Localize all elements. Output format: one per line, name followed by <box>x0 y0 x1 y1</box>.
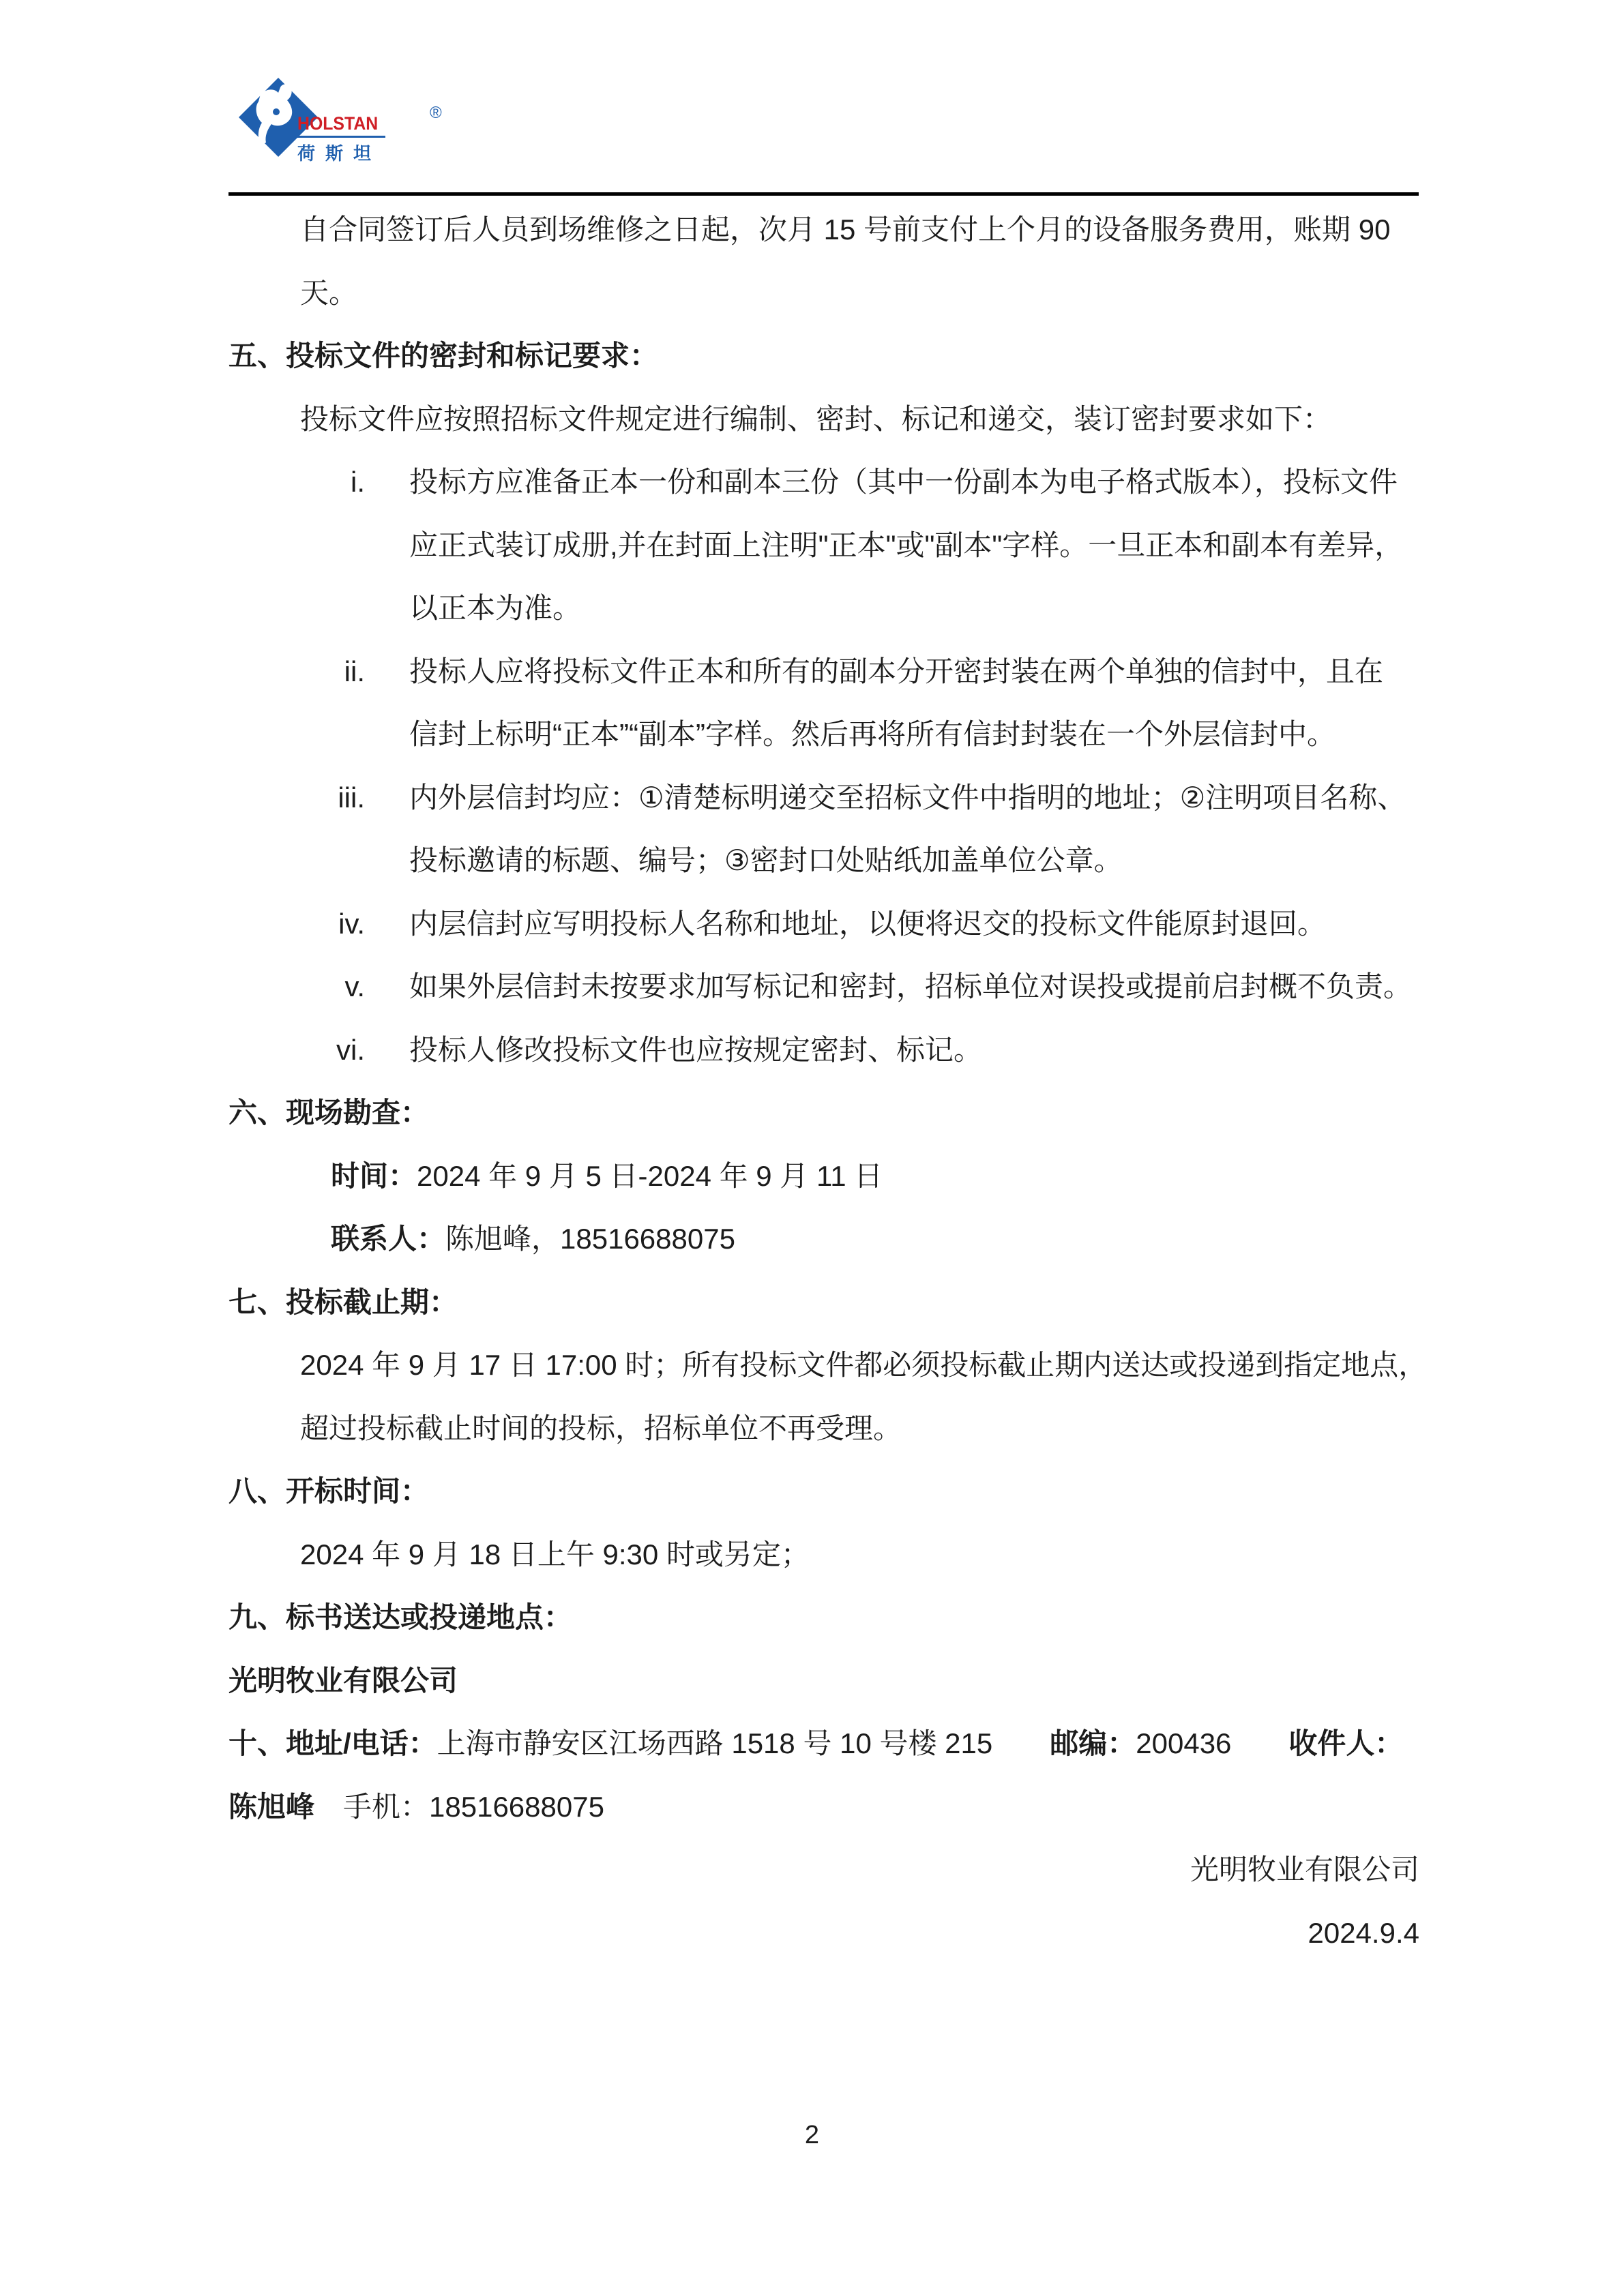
text-segment: 2024.9.4 <box>1308 1916 1419 1949</box>
text-line <box>228 703 1419 766</box>
text-segment: 投标方应准备正本一份和副本三份（其中一份副本为电子格式版本），投标文件 <box>409 466 1398 498</box>
text-segment: 投标人应将投标文件正本和所有的副本分开密封装在两个单独的信封中，且在 <box>409 655 1384 687</box>
text-line <box>228 1523 1419 1587</box>
text-segment: 邮编： <box>1050 1727 1136 1759</box>
text-segment: 超过投标截止时间的投标，招标单位不再受理。 <box>300 1412 902 1444</box>
text-segment: 光明牧业有限公司 <box>228 1664 458 1697</box>
text-line <box>228 262 1419 325</box>
text-segment: 上海市静安区江场西路 1518 号 10 号楼 215 <box>437 1727 1050 1759</box>
text-line <box>228 451 1419 514</box>
text-segment: 2024 年 9 月 18 日上午 9:30 时或另定； <box>300 1538 810 1570</box>
text-line <box>228 1397 1419 1461</box>
text-line <box>228 1019 1419 1082</box>
text-segment: 内外层信封均应：①清楚标明递交至招标文件中指明的地址；②注明项目名称、 <box>409 781 1406 814</box>
text-line <box>228 514 1419 578</box>
text-line <box>228 893 1419 956</box>
brand-underline <box>297 104 442 138</box>
text-segment: 投标文件应按照招标文件规定进行编制、密封、标记和递交，装订密封要求如下： <box>300 402 1332 435</box>
text-line <box>228 1145 1419 1208</box>
text-segment: 以正本为准。 <box>409 592 582 624</box>
text-line <box>228 1208 1419 1271</box>
registered-trademark-icon: ® <box>430 104 442 122</box>
page-number: 2 <box>804 2121 820 2149</box>
list-marker: i. <box>351 466 365 498</box>
list-marker: ii. <box>344 655 365 687</box>
text-segment: 信封上标明“正本”“副本”字样。然后再将所有信封封装在一个外层信封中。 <box>409 718 1335 750</box>
text-line <box>228 1650 1419 1713</box>
text-segment: 收件人： <box>1288 1727 1404 1759</box>
text-line <box>228 388 1419 451</box>
text-line <box>228 1902 1419 1965</box>
text-segment: 联系人： <box>331 1223 446 1255</box>
text-segment: 陈旭峰 <box>228 1790 315 1823</box>
text-line <box>228 1838 1419 1902</box>
text-segment: 十、地址/电话： <box>228 1727 437 1759</box>
text-segment: 投标邀请的标题、编号；③密封口处贴纸加盖单位公章。 <box>409 844 1123 876</box>
text-segment: 如果外层信封未按要求加写标记和密封，招标单位对误投或提前启封概不负责。 <box>409 970 1413 1002</box>
text-line <box>228 577 1419 640</box>
text-segment: 七、投标截止期： <box>228 1285 458 1318</box>
list-marker: iii. <box>338 781 365 814</box>
brand-name-chinese: 荷斯坦 <box>297 143 382 164</box>
text-segment: 投标人修改投标文件也应按规定密封、标记。 <box>409 1033 983 1066</box>
text-line <box>228 1082 1419 1145</box>
text-line <box>228 1712 1419 1776</box>
document-body <box>228 198 1428 1965</box>
text-line <box>228 640 1419 704</box>
list-marker: iv. <box>338 907 365 940</box>
text-line <box>228 766 1419 830</box>
text-segment: 五、投标文件的密封和标记要求： <box>228 340 659 372</box>
text-line <box>228 325 1419 388</box>
text-segment: 九、标书送达或投递地点： <box>228 1601 573 1633</box>
text-line <box>228 1460 1419 1523</box>
holstan-logo <box>237 65 442 175</box>
logo-text-block <box>297 104 442 165</box>
text-segment: 2024 年 9 月 17 日 17:00 时；所有投标文件都必须投标截止期内送达或投递到指定地点， <box>300 1349 1428 1381</box>
header-divider <box>228 192 1419 196</box>
text-line <box>228 1776 1419 1839</box>
text-segment: 内层信封应写明投标人名称和地址，以便将迟交的投标文件能原封退回。 <box>409 907 1327 940</box>
text-segment: 时间： <box>331 1159 417 1192</box>
text-line <box>228 1334 1428 1397</box>
list-marker: v. <box>344 970 365 1002</box>
text-segment: 自合同签订后人员到场维修之日起，次月 15 号前支付上个月的设备服务费用，账期 90 <box>300 213 1391 245</box>
text-segment: 六、现场勘查： <box>228 1097 430 1129</box>
text-line <box>228 1586 1419 1650</box>
text-segment: 光明牧业有限公司 <box>1190 1853 1419 1885</box>
text-segment: 八、开标时间： <box>228 1475 430 1507</box>
text-segment: 天。 <box>300 276 358 309</box>
brand-name: HOLSTAN <box>297 113 379 134</box>
text-line <box>228 955 1419 1019</box>
text-segment: 应正式装订成册,并在封面上注明"正本"或"副本"字样。一旦正本和副本有差异， <box>409 528 1404 561</box>
text-segment: 200436 <box>1136 1727 1289 1759</box>
text-segment: 2024 年 9 月 5 日-2024 年 9 月 11 日 <box>417 1159 883 1192</box>
text-line <box>228 829 1419 893</box>
text-line <box>228 1271 1419 1335</box>
list-marker: vi. <box>336 1033 365 1066</box>
text-segment: 陈旭峰，18516688075 <box>445 1223 735 1255</box>
text-line <box>228 198 1419 262</box>
text-segment: 手机：18516688075 <box>314 1790 604 1823</box>
